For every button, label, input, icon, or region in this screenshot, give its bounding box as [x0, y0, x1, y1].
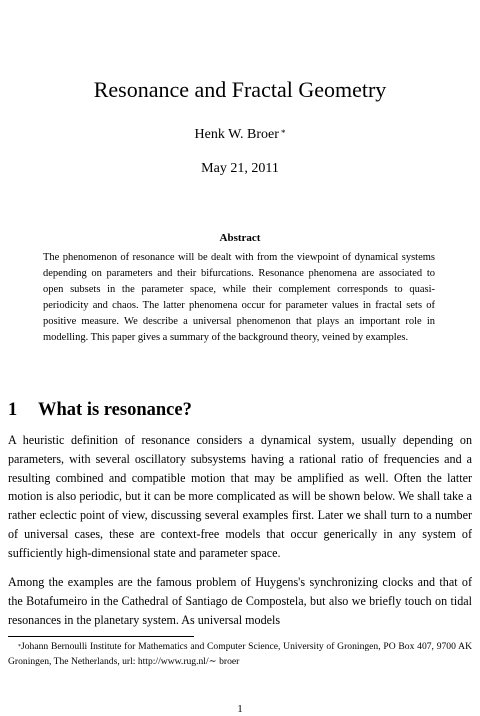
abstract-text: The phenomenon of resonance will be dealt with from the viewpoint of dynamical systems depending on parameters and their bifurcations. Resonance phenomena are associated to open subsets in the parameter space, while their complement corresponds to quasi-periodicity and chaos. The latter phenomena occur for parameter values in fractal sets of positive measure. We describe a universal phenomenon that plays an important role in modelling. This paper gives a summary of the background theory, veined by examples.: [43, 252, 435, 343]
footnote-divider: [8, 636, 194, 637]
section-title: What is resonance?: [38, 400, 192, 420]
section-number: 1: [8, 400, 18, 420]
author-line: [0, 126, 480, 144]
paper-date: May 21, 2011: [201, 161, 279, 176]
body-paragraph: Among the examples are the famous problem of Huygens's synchronizing clocks and that of the Botafumeiro in the Cathedral of Santiago de Compostela, but also we briefly touch on tidal resonances in the planetary system. As universal models: [8, 575, 472, 627]
footnote-text: Johann Bernoulli Institute for Mathematics and Computer Science, University of Groningen, PO Box 407, 9700 AK Groningen, The Netherlands, url: http://www.rug.nl/∼ broer: [8, 641, 472, 667]
page-number: 1: [237, 703, 243, 715]
footnote-mark: *: [18, 644, 21, 650]
body-paragraph: A heuristic definition of resonance considers a dynamical system, usually depending on parameters, with several oscillatory subsystems having a rational ratio of frequencies and a resulting combined and compatible motion that may be amplified as well. Often the latter motion is also periodic, but it can be more complicated as will be shown below. We shall take a rather eclectic point of view, discussing several examples first. Later we shall turn to a number of universal cases, these are context-free models that occur generically in any system of sufficiently high-dimensional state and parameter space.: [8, 433, 472, 560]
footnote: [8, 640, 472, 669]
author-footnote-mark: *: [280, 128, 286, 138]
abstract-heading: Abstract: [219, 232, 261, 244]
author-name: Henk W. Broer: [194, 127, 279, 142]
paper-title: Resonance and Fractal Geometry: [93, 77, 387, 102]
section-heading: [8, 398, 192, 422]
